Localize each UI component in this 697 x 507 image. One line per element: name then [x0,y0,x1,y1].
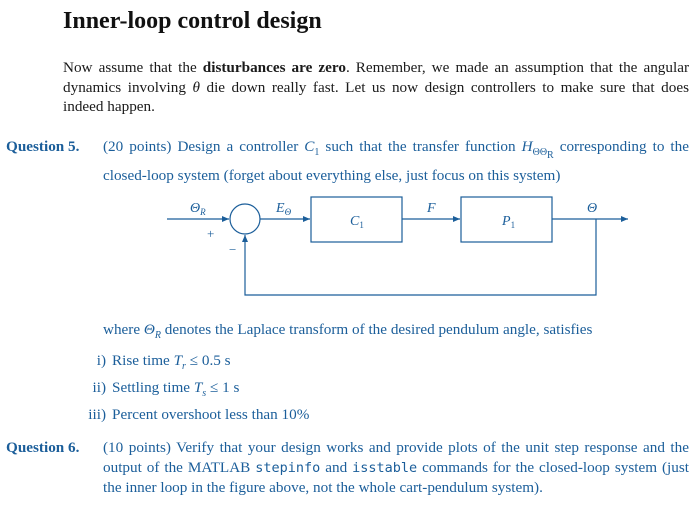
question-6-points: (10 points) [103,439,171,456]
where-text: where $\Theta_R$ denotes the Laplace transform of the desired pendulum angle, satisfies [103,321,593,342]
plant-label: $P_1$ [502,214,516,230]
minus-sign: − [229,242,237,257]
requirement-rise-time: i) Rise time $T_r \le 0.5$ s [96,352,231,373]
requirement-overshoot: iii) Percent overshoot less than 10% [88,406,310,423]
summing-junction [230,204,260,234]
question-5-text: (20 points) Design a controller $C_1$ such that the transfer function $H_{\Theta\Theta_R}$ corresponding to the closed-loop system (forget about everything else, just focus on this system) [103,138,689,184]
requirement-settling-time: ii) Settling time $T_s \le 1$ s [92,379,240,400]
error-label: $E_\Theta$ [276,201,292,217]
intro-paragraph: Now assume that the disturbances are zero. Remember, we made an assumption that the angular dynamics involving θ die down really fast. Let us now design controllers to make sure that does indeed happen. [63,59,689,115]
section-title: Inner-loop control design [63,8,322,34]
controller-label: $C_1$ [350,214,364,230]
intro-bold-phrase: disturbances are zero [202,59,346,76]
force-label: F [427,201,436,216]
block-diagram [0,185,697,305]
question-6-label: Question 6. [6,439,80,456]
question-5-points: (20 points) [103,138,172,155]
input-label: $\Theta_R$ [190,201,206,217]
question-5-label: Question 5. [6,138,80,155]
isstable-command: isstable [352,459,418,476]
output-label: Θ [587,201,598,216]
stepinfo-command: stepinfo [255,459,321,476]
question-6-text: (10 points) Verify that your design works and provide plots of the unit step response and the output of the MATLAB stepinfo and isstable commands for the closed-loop system (just the inner loop in the figure above, not the whole cart-pendulum system). [103,439,689,496]
theta-symbol: θ [192,78,200,96]
plus-sign: + [207,226,215,241]
